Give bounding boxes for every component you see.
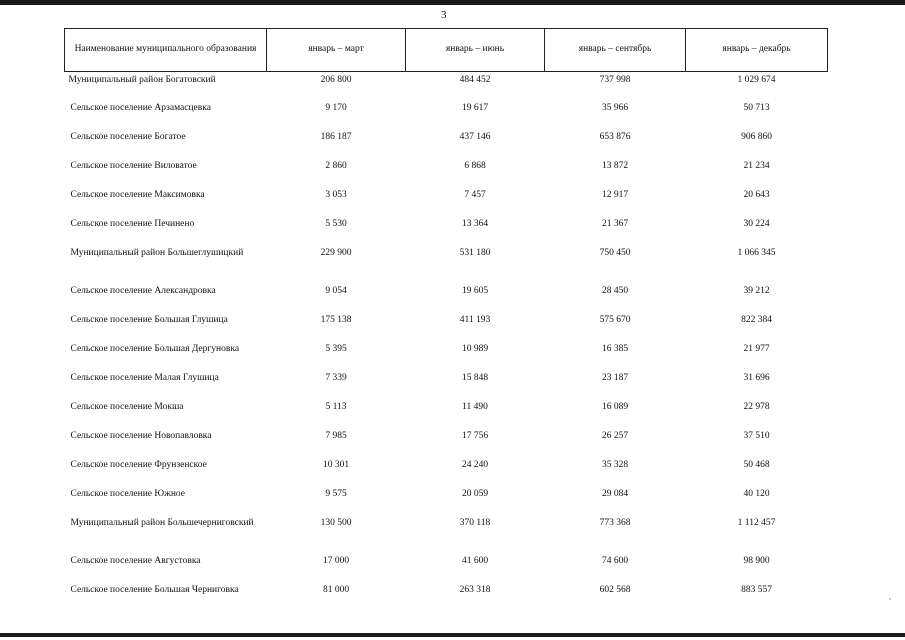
cell-jan-jun: 6 868 — [464, 161, 486, 171]
cell-jan-sep: 74 600 — [601, 556, 629, 566]
table-row — [65, 99, 828, 128]
cell-jan-jun: 17 756 — [461, 431, 489, 441]
table-row — [65, 581, 828, 610]
cell-name: Муниципальный район Большеглушицкий — [70, 248, 244, 258]
cell-name: Сельское поселение Большая Дергуновка — [70, 344, 240, 354]
cell-jan-dec: 50 713 — [743, 103, 770, 113]
bottom-border-rule — [0, 633, 905, 637]
table-header-row — [65, 29, 828, 72]
cell-jan-sep: 21 367 — [601, 219, 629, 229]
cell-jan-sep: 16 385 — [601, 344, 629, 354]
cell-jan-sep: 26 257 — [601, 431, 629, 441]
table-row — [65, 128, 828, 157]
cell-jan-dec: 822 384 — [741, 315, 772, 325]
table-row — [65, 157, 828, 186]
cell-jan-jun: 20 059 — [461, 489, 489, 499]
table-row — [65, 485, 828, 514]
cell-jan-dec: 37 510 — [743, 431, 770, 441]
cell-name: Муниципальный район Большечерниговский — [70, 518, 254, 528]
cell-jan-mar: 186 187 — [320, 132, 352, 142]
cell-name: Сельское поселение Малая Глушица — [70, 373, 219, 383]
cell-jan-dec: 98 900 — [743, 556, 770, 566]
cell-jan-jun: 411 193 — [459, 315, 491, 325]
cell-jan-sep: 773 368 — [599, 518, 631, 528]
cell-name: Сельское поселение Арзамасцевка — [70, 103, 211, 113]
cell-jan-jun: 10 989 — [461, 344, 489, 354]
cell-jan-mar: 5 113 — [325, 402, 347, 412]
column-header-h1: январь – июнь — [406, 29, 545, 72]
cell-jan-mar: 9 054 — [325, 286, 347, 296]
cell-jan-sep: 750 450 — [599, 248, 631, 258]
cell-name: Сельское поселение Печинено — [70, 219, 195, 229]
cell-jan-jun: 437 146 — [459, 132, 491, 142]
table-row — [65, 552, 828, 581]
cell-jan-jun: 11 490 — [462, 402, 488, 412]
cell-name: Сельское поселение Максимовка — [70, 190, 205, 200]
cell-jan-jun: 19 605 — [461, 286, 489, 296]
cell-jan-mar: 81 000 — [322, 585, 350, 595]
cell-jan-jun: 13 364 — [461, 219, 489, 229]
cell-jan-jun: 484 452 — [459, 75, 491, 85]
cell-jan-jun: 41 600 — [461, 556, 489, 566]
cell-jan-sep: 12 917 — [601, 190, 629, 200]
cell-jan-dec: 883 557 — [741, 585, 772, 595]
cell-jan-dec: 30 224 — [743, 219, 770, 229]
cell-jan-mar: 9 170 — [325, 103, 347, 113]
table-row — [65, 282, 828, 311]
cell-jan-sep: 29 084 — [601, 489, 629, 499]
cell-jan-dec: 40 120 — [743, 489, 770, 499]
cell-name: Сельское поселение Южное — [70, 489, 185, 499]
cell-jan-mar: 2 860 — [325, 161, 347, 171]
cell-name: Сельское поселение Мокша — [70, 402, 184, 412]
cell-jan-sep: 28 450 — [601, 286, 629, 296]
cell-jan-sep: 16 089 — [601, 402, 629, 412]
cell-jan-dec: 1 029 674 — [737, 75, 776, 85]
table-row — [65, 72, 828, 100]
column-header-9m: январь – сентябрь — [545, 29, 686, 72]
cell-jan-mar: 9 575 — [325, 489, 347, 499]
cell-jan-sep: 35 328 — [601, 460, 629, 470]
cell-jan-mar: 206 800 — [320, 75, 352, 85]
cell-name: Сельское поселение Виловатое — [70, 161, 197, 171]
table-row — [65, 369, 828, 398]
table-row — [65, 456, 828, 485]
cell-name: Сельское поселение Новопавловка — [70, 431, 212, 441]
cell-jan-sep: 35 966 — [601, 103, 629, 113]
table-row — [65, 244, 828, 282]
cell-jan-dec: 22 978 — [743, 402, 770, 412]
cell-name: Сельское поселение Августовка — [70, 556, 201, 566]
cell-jan-dec: 1 066 345 — [737, 248, 776, 258]
cell-jan-sep: 575 670 — [599, 315, 631, 325]
data-table — [64, 28, 828, 610]
top-border-rule — [0, 0, 905, 5]
cell-name: Сельское поселение Александровка — [70, 286, 216, 296]
cell-jan-dec: 50 468 — [743, 460, 770, 470]
cell-jan-dec: 906 860 — [741, 132, 772, 142]
cell-name: Сельское поселение Богатое — [70, 132, 186, 142]
cell-jan-dec: 20 643 — [743, 190, 770, 200]
cell-name: Сельское поселение Большая Глушица — [70, 315, 228, 325]
cell-jan-jun: 263 318 — [459, 585, 491, 595]
cell-jan-sep: 23 187 — [601, 373, 629, 383]
table-row — [65, 215, 828, 244]
cell-jan-sep: 737 998 — [599, 75, 631, 85]
column-header-q1: январь – март — [267, 29, 406, 72]
cell-jan-mar: 7 339 — [325, 373, 347, 383]
cell-jan-sep: 653 876 — [599, 132, 631, 142]
cell-name: Сельское поселение Большая Черниговка — [70, 585, 239, 595]
cell-jan-mar: 229 900 — [320, 248, 352, 258]
scan-mark: , — [889, 592, 891, 601]
cell-name: Сельское поселение Фрунзенское — [70, 460, 207, 470]
cell-jan-jun: 15 848 — [461, 373, 489, 383]
page-number: 3 — [441, 9, 447, 21]
cell-jan-mar: 3 053 — [325, 190, 347, 200]
cell-jan-jun: 24 240 — [461, 460, 489, 470]
cell-jan-mar: 17 000 — [322, 556, 350, 566]
cell-jan-jun: 531 180 — [459, 248, 491, 258]
column-header-year: январь – декабрь — [686, 29, 828, 72]
column-header-name: Наименование муниципального образования — [65, 29, 267, 72]
cell-jan-dec: 21 234 — [743, 161, 770, 171]
cell-jan-sep: 13 872 — [601, 161, 629, 171]
cell-jan-dec: 39 212 — [743, 286, 770, 296]
cell-jan-mar: 130 500 — [320, 518, 352, 528]
table-row — [65, 186, 828, 215]
cell-jan-jun: 7 457 — [464, 190, 486, 200]
cell-jan-jun: 370 118 — [459, 518, 491, 528]
cell-name: Муниципальный район Богатовский — [68, 75, 216, 85]
table-row — [65, 340, 828, 369]
cell-jan-sep: 602 568 — [599, 585, 631, 595]
table-row — [65, 311, 828, 340]
cell-jan-mar: 10 301 — [322, 460, 350, 470]
cell-jan-dec: 1 112 457 — [737, 518, 776, 528]
table-row — [65, 398, 828, 427]
cell-jan-mar: 175 138 — [320, 315, 352, 325]
cell-jan-mar: 5 530 — [325, 219, 347, 229]
table-row — [65, 427, 828, 456]
cell-jan-mar: 7 985 — [325, 431, 347, 441]
cell-jan-dec: 21 977 — [743, 344, 770, 354]
table-row — [65, 514, 828, 552]
table-body — [65, 72, 828, 611]
cell-jan-mar: 5 395 — [325, 344, 347, 354]
cell-jan-jun: 19 617 — [461, 103, 489, 113]
cell-jan-dec: 31 696 — [743, 373, 770, 383]
